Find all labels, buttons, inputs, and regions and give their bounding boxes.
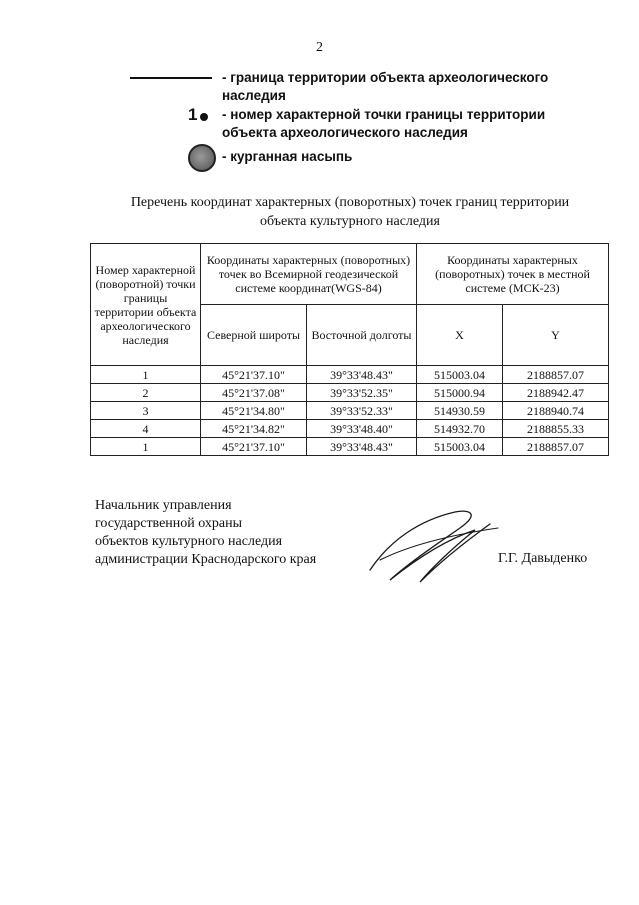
signatory-name: Г.Г. Давыденко [498,551,588,566]
header-wgs: Координаты характерных (поворотных) точек во Всемирной геодезической системе координат(WGS-84) [201,244,417,305]
cell-lon: 39°33'48.43" [307,438,417,456]
cell-num: 2 [91,384,201,402]
header-msk: Координаты характерных (поворотных) точек в местной системе (МСК-23) [417,244,609,305]
header-y: Y [503,305,609,366]
cell-num: 3 [91,402,201,420]
cell-x: 514932.70 [417,420,503,438]
cell-x: 514930.59 [417,402,503,420]
cell-x: 515000.94 [417,384,503,402]
header-x: X [417,305,503,366]
legend-text-boundary: - граница территории объекта археологического наследия [222,70,549,103]
table-row [91,438,609,456]
page-number: 2 [316,40,323,55]
cell-num: 4 [91,420,201,438]
header-lat: Северной широты [201,305,307,366]
list-title-line1: Перечень координат характерных (поворотных) точек границ территории [130,195,570,210]
cell-y: 2188942.47 [503,384,609,402]
cell-y: 2188857.07 [503,438,609,456]
handwritten-signature-icon [360,500,500,590]
legend-text-point: - номер характерной точки границы территории объекта археологического наследия [222,107,546,140]
table-row [91,402,609,420]
signatory-position [95,497,355,569]
cell-num: 1 [91,366,201,384]
cell-lat: 45°21'34.82" [201,420,307,438]
signatory-line4: администрации Краснодарского края [95,552,317,567]
cell-lat: 45°21'37.10" [201,366,307,384]
cell-x: 515003.04 [417,438,503,456]
cell-lon: 39°33'48.43" [307,366,417,384]
table-row [91,420,609,438]
signatory-line2: государственной охраны [95,516,243,531]
cell-x: 515003.04 [417,366,503,384]
cell-lat: 45°21'37.08" [201,384,307,402]
cell-lon: 39°33'52.35" [307,384,417,402]
cell-lat: 45°21'34.80" [201,402,307,420]
cell-y: 2188857.07 [503,366,609,384]
list-title [90,193,610,231]
cell-y: 2188940.74 [503,402,609,420]
cell-lon: 39°33'52.33" [307,402,417,420]
coordinates-table [90,243,609,456]
signatory-line1: Начальник управления [95,498,232,513]
header-point-number: Номер характерной (поворотной) точки границы территории объекта археологического наследия [91,244,201,366]
list-title-line2: объекта культурного наследия [260,214,440,229]
cell-lat: 45°21'37.10" [201,438,307,456]
cell-lon: 39°33'48.40" [307,420,417,438]
header-lon: Восточной долготы [307,305,417,366]
legend-text-mound: - курганная насыпь [222,149,353,164]
table-row [91,366,609,384]
cell-num: 1 [91,438,201,456]
table-row [91,384,609,402]
signatory-line3: объектов культурного наследия [95,534,283,549]
cell-y: 2188855.33 [503,420,609,438]
